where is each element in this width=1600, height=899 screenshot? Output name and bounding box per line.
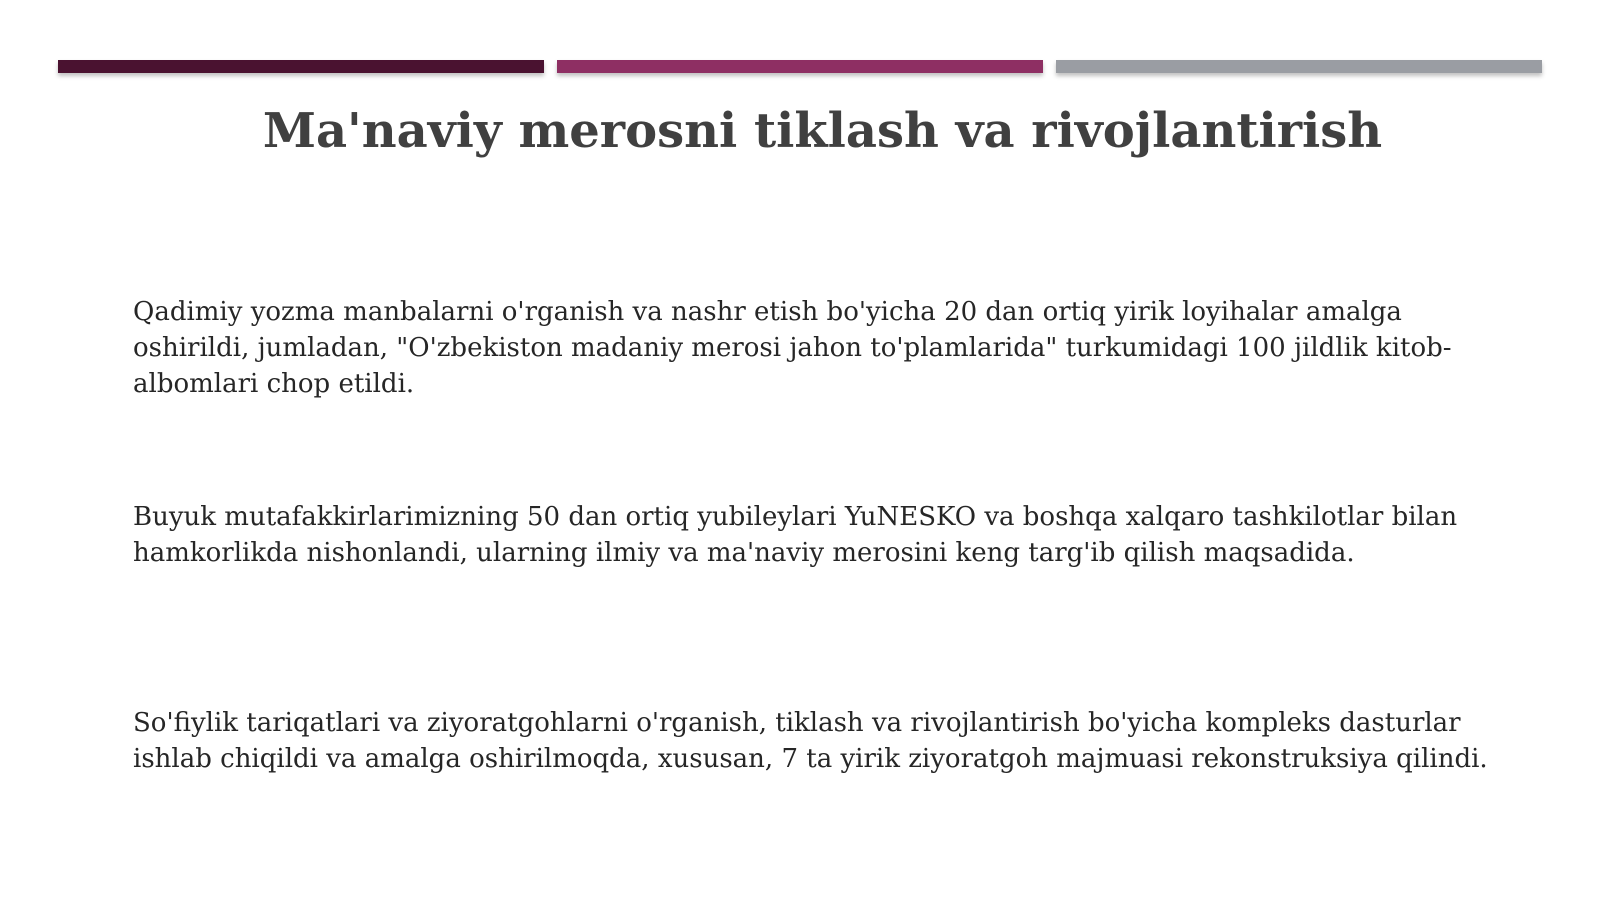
body-paragraph-2: Buyuk mutafakkirlarimizning 50 dan ortiq yubileylari YuNESKO va boshqa xalqaro tashkilotlar bilan hamkorlikda nishonlandi, ularning ilmiy va ma'naviy merosini keng targ'ib qilish maqsadida. [133,502,1458,568]
body-paragraph-3: So'fiylik tariqatlari va ziyoratgohlarni o'rganish, tiklash va rivojlantirish bo'yicha kompleks dasturlar ishlab chiqildi va amalga oshirilmoqda, xususan, 7 ta yirik ziyoratgoh majmuasi rekonstruksiya qilindi. [133,708,1488,774]
accent-bar-dark [58,60,544,73]
accent-bar-magenta [557,60,1043,73]
slide-title: Ma'naviy merosni tiklash va rivojlantirish [262,103,1383,159]
accent-bar-gray [1056,60,1542,73]
body-paragraph-1: Qadimiy yozma manbalarni o'rganish va nashr etish bo'yicha 20 dan ortiq yirik loyihalar amalga oshirildi, jumladan, "O'zbekiston madaniy merosi jahon to'plamlarida" turkumidagi 100 jildlik kitob-albomlari chop etildi. [133,297,1452,399]
